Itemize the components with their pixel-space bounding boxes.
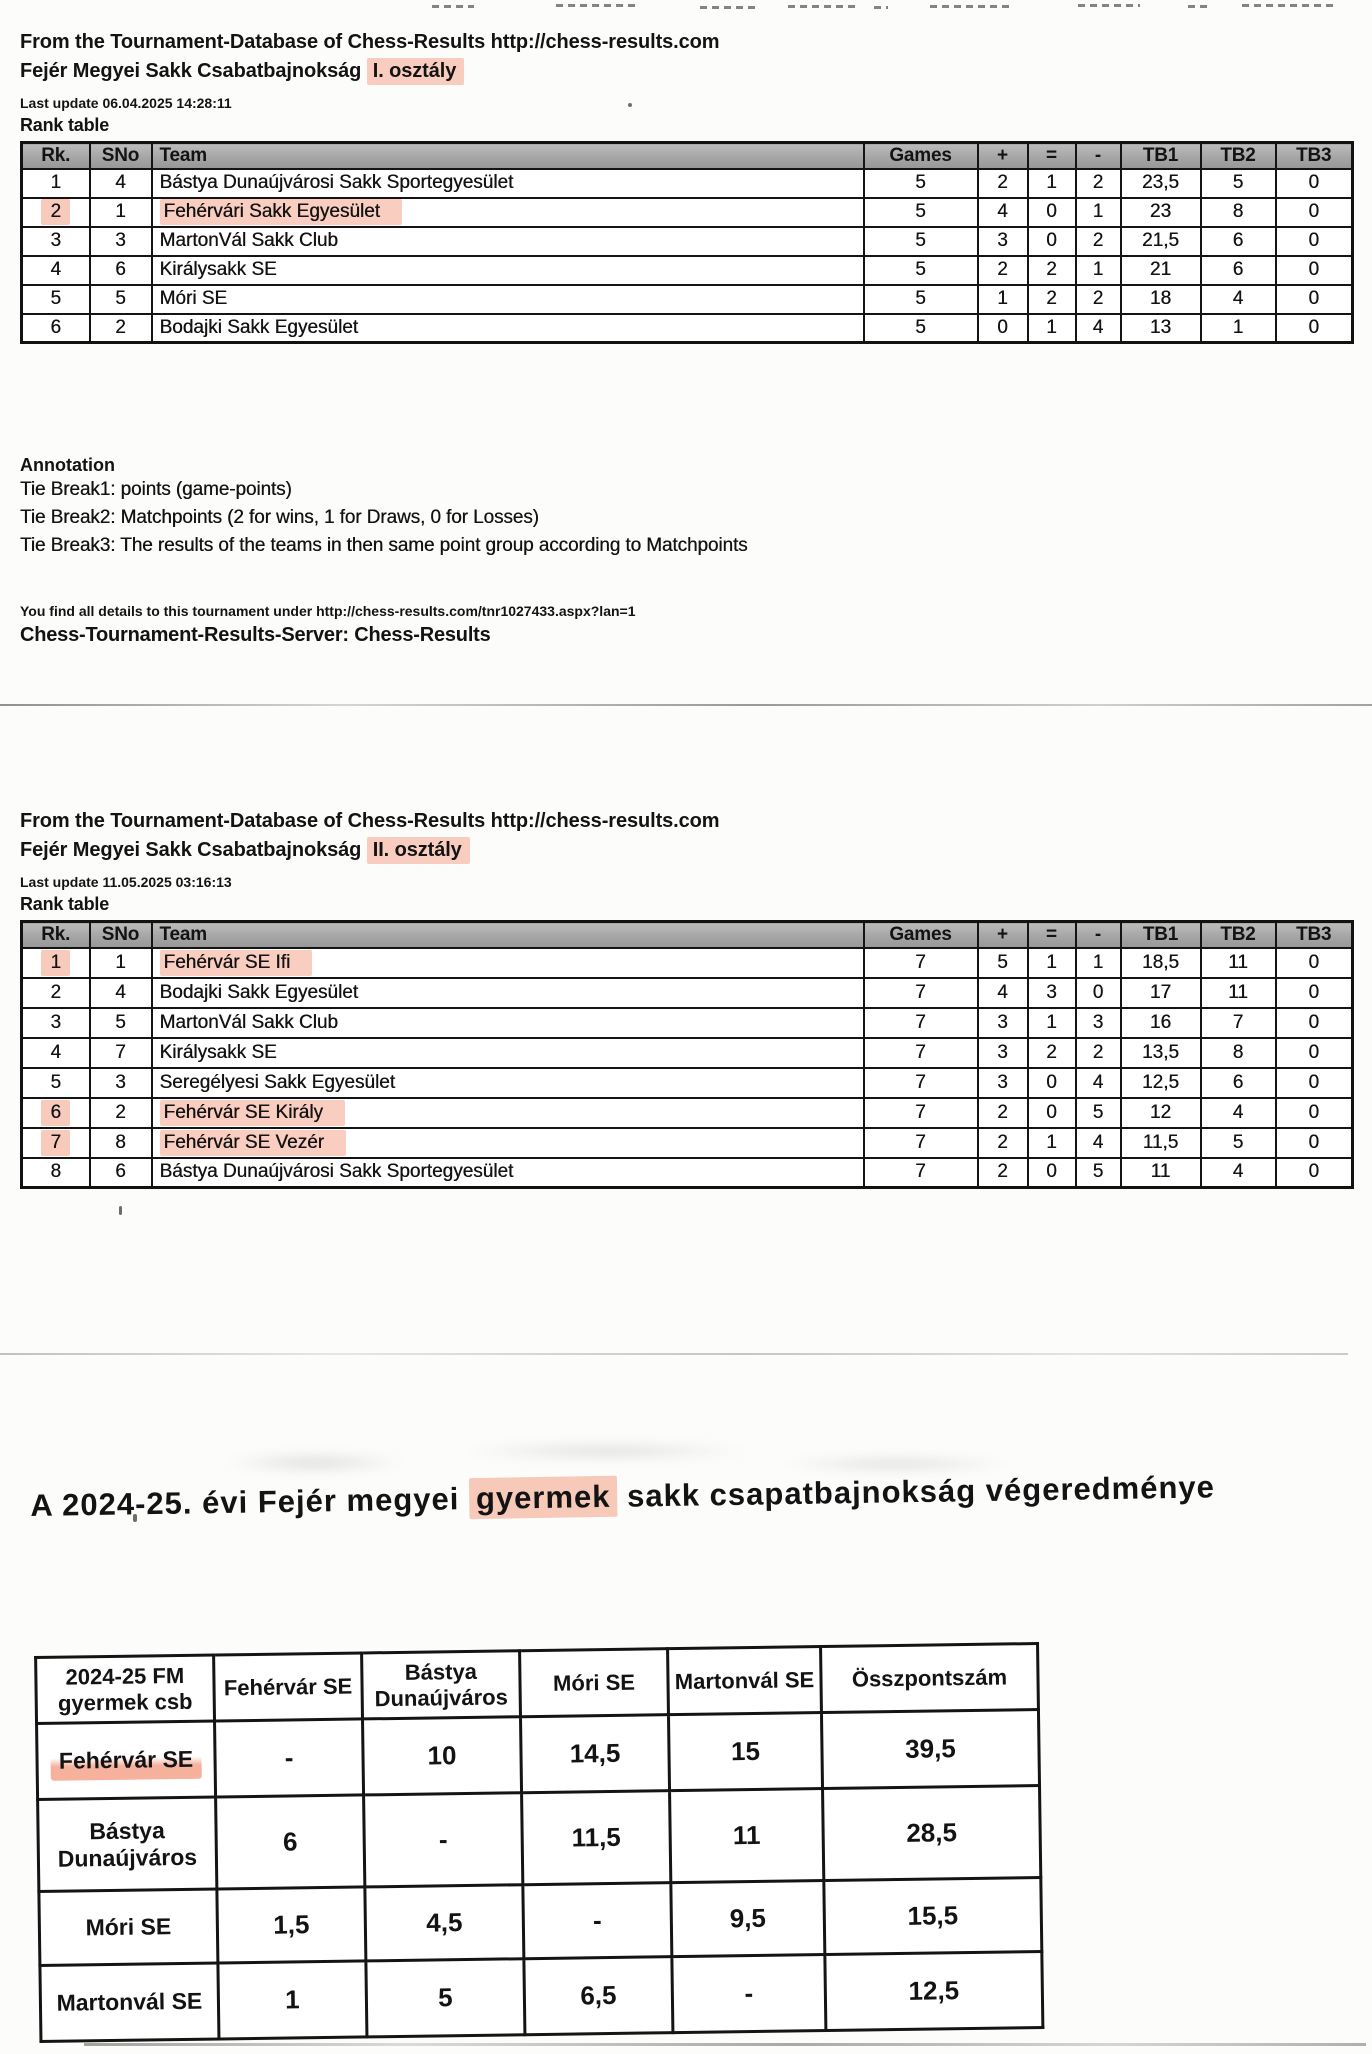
cell-draws: 2 xyxy=(1028,285,1076,314)
cell-wins: 2 xyxy=(978,1158,1028,1188)
rank-table-label: Rank table xyxy=(20,894,110,914)
col-header-team: Móri SE xyxy=(520,1649,669,1717)
cell-score: 11,5 xyxy=(522,1791,671,1885)
last-update: Last update 11.05.2025 03:16:13 xyxy=(20,874,232,890)
highlight-mark: Fehérvár SE Ifi xyxy=(160,950,313,976)
corner-header: 2024-25 FM gyermek csb xyxy=(36,1655,215,1723)
table-row xyxy=(22,978,1353,1008)
cell-losses: 1 xyxy=(1076,198,1121,227)
cell-draws: 1 xyxy=(1028,314,1076,343)
cell-rank: 1 xyxy=(22,169,90,198)
table-row xyxy=(40,1951,1043,2041)
cell-rank: 6 xyxy=(22,314,90,343)
cell-games: 7 xyxy=(864,1038,978,1068)
cell-losses: 2 xyxy=(1076,1038,1121,1068)
cell-draws: 2 xyxy=(1028,256,1076,285)
cell-tb2: 6 xyxy=(1201,1068,1276,1098)
cell-team: Bodajki Sakk Egyesület xyxy=(152,978,864,1008)
cell-losses: 3 xyxy=(1076,1008,1121,1038)
cell-sno: 6 xyxy=(90,1158,152,1188)
cell-rank xyxy=(22,948,90,978)
cell-wins: 3 xyxy=(978,1068,1028,1098)
row-header-team: Móri SE xyxy=(39,1889,218,1965)
cell-sno: 4 xyxy=(90,169,152,198)
cell-tb1: 21 xyxy=(1121,256,1201,285)
cell-games: 7 xyxy=(864,948,978,978)
cell-wins: 2 xyxy=(978,1098,1028,1128)
cross-table-wrap xyxy=(34,1642,1039,2029)
cell-losses: 0 xyxy=(1076,978,1121,1008)
cell-team: Bodajki Sakk Egyesület xyxy=(152,314,864,343)
cell-sno: 5 xyxy=(90,1008,152,1038)
col-header-tb1: TB1 xyxy=(1121,922,1201,948)
col-header-wins: + xyxy=(978,143,1028,169)
col-header-tb1: TB1 xyxy=(1121,143,1201,169)
source-line: From the Tournament-Database of Chess-Results http://chess-results.com xyxy=(20,31,720,53)
cell-games: 7 xyxy=(864,1068,978,1098)
cell-score: 10 xyxy=(363,1717,522,1795)
cell-tb1: 18 xyxy=(1121,285,1201,314)
cell-score: - xyxy=(215,1719,364,1797)
cell-games: 5 xyxy=(864,169,978,198)
table-row xyxy=(22,1068,1353,1098)
cell-tb2: 5 xyxy=(1201,1128,1276,1158)
cell-sno: 6 xyxy=(90,256,152,285)
cell-games: 5 xyxy=(864,227,978,256)
col-header-team: Martonvál SE xyxy=(668,1647,822,1715)
scan-dash xyxy=(700,6,758,9)
table-row xyxy=(22,169,1353,198)
table-row xyxy=(22,948,1353,978)
cell-draws: 0 xyxy=(1028,1158,1076,1188)
cell-sno: 4 xyxy=(90,978,152,1008)
cell-wins: 3 xyxy=(978,1008,1028,1038)
cell-team xyxy=(152,1098,864,1128)
rank-table-2 xyxy=(20,920,1354,1189)
cell-score: - xyxy=(672,1955,826,2033)
table-row xyxy=(39,1877,1042,1965)
cell-losses: 2 xyxy=(1076,227,1121,256)
cell-team: Bástya Dunaújvárosi Sakk Sportegyesület xyxy=(152,1158,864,1188)
cell-draws: 0 xyxy=(1028,227,1076,256)
tiebreak1-note: Tie Break1: points (game-points) xyxy=(20,479,292,500)
col-header-sno: SNo xyxy=(90,922,152,948)
details-link-line: You find all details to this tournament under http://chess-results.com/tnr1027433.aspx?lan=1 xyxy=(20,603,636,619)
cell-wins: 2 xyxy=(978,169,1028,198)
col-header-team: Fehérvár SE xyxy=(214,1653,363,1721)
cross-table xyxy=(34,1642,1044,2043)
row-header-team xyxy=(37,1721,216,1799)
table-row xyxy=(22,1128,1353,1158)
cell-losses: 4 xyxy=(1076,314,1121,343)
highlight-mark: 7 xyxy=(41,1130,70,1156)
cell-tb2: 11 xyxy=(1201,948,1276,978)
cell-draws: 1 xyxy=(1028,1008,1076,1038)
col-header-draws: = xyxy=(1028,922,1076,948)
cell-losses: 1 xyxy=(1076,256,1121,285)
cell-wins: 2 xyxy=(978,1128,1028,1158)
col-header-total: Összpontszám xyxy=(821,1644,1039,1713)
scan-dash xyxy=(432,5,474,8)
title-text: A 2024-25. évi Fejér megyei xyxy=(30,1481,460,1523)
cell-rank: 5 xyxy=(22,285,90,314)
row-header-team: Bástya Dunaújváros xyxy=(38,1797,217,1891)
cell-draws: 0 xyxy=(1028,198,1076,227)
col-header-wins: + xyxy=(978,922,1028,948)
scan-dash xyxy=(556,4,640,7)
highlighted-class: I. osztály xyxy=(367,58,464,85)
cell-wins: 5 xyxy=(978,948,1028,978)
cell-tb1: 23 xyxy=(1121,198,1201,227)
col-header-tb2: TB2 xyxy=(1201,143,1276,169)
table-row xyxy=(22,1008,1353,1038)
cell-rank: 5 xyxy=(22,1068,90,1098)
cell-losses: 1 xyxy=(1076,948,1121,978)
cell-sno: 8 xyxy=(90,1128,152,1158)
cell-tb1: 11 xyxy=(1121,1158,1201,1188)
cell-wins: 4 xyxy=(978,978,1028,1008)
scan-dash xyxy=(1242,4,1334,7)
cell-team xyxy=(152,948,864,978)
cell-games: 7 xyxy=(864,1098,978,1128)
cell-rank xyxy=(22,1128,90,1158)
server-line: Chess-Tournament-Results-Server: Chess-Results xyxy=(20,624,491,646)
section-title-text: Fejér Megyei Sakk Csabatbajnokság xyxy=(20,60,362,82)
cell-losses: 4 xyxy=(1076,1128,1121,1158)
col-header-tb3: TB3 xyxy=(1276,143,1353,169)
table-row xyxy=(38,1786,1041,1892)
cell-tb2: 4 xyxy=(1201,285,1276,314)
cell-rank: 3 xyxy=(22,1008,90,1038)
cell-score: 1,5 xyxy=(217,1887,366,1963)
cell-team xyxy=(152,1128,864,1158)
cell-total: 12,5 xyxy=(825,1951,1043,2030)
cell-draws: 1 xyxy=(1028,1128,1076,1158)
cell-team: Királysakk SE xyxy=(152,1038,864,1068)
highlight-mark: 1 xyxy=(41,950,70,976)
col-header-losses: - xyxy=(1076,922,1121,948)
cell-sno: 5 xyxy=(90,285,152,314)
cell-score: - xyxy=(523,1883,672,1959)
scan-divider-line xyxy=(0,704,1372,706)
cell-tb2: 1 xyxy=(1201,314,1276,343)
rank-table-1 xyxy=(20,141,1354,344)
cell-tb2: 6 xyxy=(1201,256,1276,285)
section-title-text: Fejér Megyei Sakk Csabatbajnokság xyxy=(20,839,362,861)
col-header-rk: Rk. xyxy=(22,922,90,948)
col-header-games: Games xyxy=(864,922,978,948)
annotation-heading: Annotation xyxy=(20,455,115,475)
section-division-1 xyxy=(20,31,1354,344)
table-row xyxy=(22,314,1353,343)
cell-wins: 2 xyxy=(978,256,1028,285)
cell-losses: 5 xyxy=(1076,1098,1121,1128)
cell-tb2: 5 xyxy=(1201,169,1276,198)
cell-score: 9,5 xyxy=(671,1881,825,1957)
cell-sno: 7 xyxy=(90,1038,152,1068)
cell-tb2: 11 xyxy=(1201,978,1276,1008)
cell-draws: 1 xyxy=(1028,948,1076,978)
cell-tb1: 12,5 xyxy=(1121,1068,1201,1098)
cell-tb1: 18,5 xyxy=(1121,948,1201,978)
cell-score: 14,5 xyxy=(520,1715,669,1793)
table-row xyxy=(22,256,1353,285)
highlight-mark: Fehérvár SE Király xyxy=(160,1100,345,1126)
cell-rank: 4 xyxy=(22,256,90,285)
cell-tb3: 0 xyxy=(1276,256,1353,285)
scan-speck xyxy=(119,1206,122,1215)
cell-rank: 2 xyxy=(22,978,90,1008)
cell-tb2: 8 xyxy=(1201,198,1276,227)
cell-team: Királysakk SE xyxy=(152,256,864,285)
cell-tb3: 0 xyxy=(1276,1008,1353,1038)
cell-tb3: 0 xyxy=(1276,1038,1353,1068)
rank-table-label: Rank table xyxy=(20,115,110,135)
scan-dash xyxy=(788,5,858,8)
cell-tb1: 21,5 xyxy=(1121,227,1201,256)
col-header-losses: - xyxy=(1076,143,1121,169)
cell-sno: 1 xyxy=(90,198,152,227)
cell-team: Bástya Dunaújvárosi Sakk Sportegyesület xyxy=(152,169,864,198)
scan-divider-line xyxy=(84,2043,1366,2046)
cell-team xyxy=(152,198,864,227)
cell-games: 5 xyxy=(864,285,978,314)
table-row xyxy=(22,285,1353,314)
col-header-draws: = xyxy=(1028,143,1076,169)
cell-losses: 5 xyxy=(1076,1158,1121,1188)
cell-tb1: 12 xyxy=(1121,1098,1201,1128)
last-update: Last update 06.04.2025 14:28:11 xyxy=(20,95,232,111)
cell-rank: 8 xyxy=(22,1158,90,1188)
cell-games: 7 xyxy=(864,1158,978,1188)
col-header-sno: SNo xyxy=(90,143,152,169)
cell-tb3: 0 xyxy=(1276,1068,1353,1098)
table-header-row xyxy=(22,143,1353,169)
cell-tb3: 0 xyxy=(1276,948,1353,978)
cell-rank xyxy=(22,1098,90,1128)
col-header-team: Team xyxy=(152,922,864,948)
cell-losses: 2 xyxy=(1076,285,1121,314)
cell-tb3: 0 xyxy=(1276,1158,1353,1188)
table-row xyxy=(22,227,1353,256)
scan-dash xyxy=(1078,4,1140,7)
section-division-2 xyxy=(20,810,1354,1189)
cell-tb1: 17 xyxy=(1121,978,1201,1008)
cell-tb3: 0 xyxy=(1276,285,1353,314)
cell-wins: 0 xyxy=(978,314,1028,343)
cell-score: 6 xyxy=(216,1795,365,1889)
col-header-tb3: TB3 xyxy=(1276,922,1353,948)
table-header-row xyxy=(22,922,1353,948)
tiebreak2-note: Tie Break2: Matchpoints (2 for wins, 1 for Draws, 0 for Losses) xyxy=(20,507,539,528)
cell-tb1: 13 xyxy=(1121,314,1201,343)
cell-games: 5 xyxy=(864,314,978,343)
cell-games: 5 xyxy=(864,198,978,227)
scan-dash xyxy=(930,5,1012,8)
table-row xyxy=(37,1710,1040,1800)
cell-score: 1 xyxy=(218,1961,367,2039)
cell-tb1: 13,5 xyxy=(1121,1038,1201,1068)
cell-score: - xyxy=(364,1793,523,1887)
cell-draws: 2 xyxy=(1028,1038,1076,1068)
col-header-rk: Rk. xyxy=(22,143,90,169)
section-title xyxy=(20,839,1354,862)
cell-score: 15 xyxy=(668,1713,822,1791)
highlight-mark: Fehérvár SE Vezér xyxy=(160,1130,347,1156)
cell-wins: 1 xyxy=(978,285,1028,314)
cell-draws: 3 xyxy=(1028,978,1076,1008)
highlight-mark: 2 xyxy=(41,199,70,225)
col-header-team: Team xyxy=(152,143,864,169)
cell-tb2: 7 xyxy=(1201,1008,1276,1038)
cell-draws: 0 xyxy=(1028,1098,1076,1128)
highlight-mark: gyermek xyxy=(469,1476,618,1519)
title-text: sakk csapatbajnokság végeredménye xyxy=(626,1469,1216,1514)
cell-sno: 3 xyxy=(90,1068,152,1098)
table-row xyxy=(22,1038,1353,1068)
tournament-footer xyxy=(20,603,1220,647)
scan-dash xyxy=(874,6,888,9)
cell-losses: 4 xyxy=(1076,1068,1121,1098)
cell-games: 7 xyxy=(864,1128,978,1158)
cell-wins: 3 xyxy=(978,1038,1028,1068)
cell-sno: 2 xyxy=(90,314,152,343)
cell-tb3: 0 xyxy=(1276,169,1353,198)
row-header-team: Martonvál SE xyxy=(40,1963,219,2041)
cell-tb1: 11,5 xyxy=(1121,1128,1201,1158)
cell-games: 5 xyxy=(864,256,978,285)
cell-losses: 2 xyxy=(1076,169,1121,198)
cell-tb3: 0 xyxy=(1276,1098,1353,1128)
cell-draws: 0 xyxy=(1028,1068,1076,1098)
cell-rank xyxy=(22,198,90,227)
cell-rank: 3 xyxy=(22,227,90,256)
cell-tb2: 8 xyxy=(1201,1038,1276,1068)
col-header-team: Bástya Dunaújváros xyxy=(362,1651,521,1719)
table-row xyxy=(22,198,1353,227)
cell-sno: 2 xyxy=(90,1098,152,1128)
cell-tb3: 0 xyxy=(1276,198,1353,227)
cell-total: 15,5 xyxy=(824,1877,1042,1954)
table-row xyxy=(22,1098,1353,1128)
col-header-games: Games xyxy=(864,143,978,169)
cell-score: 5 xyxy=(366,1959,525,2037)
col-header-tb2: TB2 xyxy=(1201,922,1276,948)
highlight-mark: Fehérvár SE xyxy=(51,1746,202,1781)
cell-team: MartonVál Sakk Club xyxy=(152,227,864,256)
highlight-mark: 6 xyxy=(41,1100,70,1126)
cell-score: 4,5 xyxy=(365,1885,524,1961)
cell-total: 28,5 xyxy=(823,1786,1041,1881)
cell-total: 39,5 xyxy=(821,1710,1039,1789)
cell-team: Seregélyesi Sakk Egyesület xyxy=(152,1068,864,1098)
cell-tb3: 0 xyxy=(1276,978,1353,1008)
cell-rank: 4 xyxy=(22,1038,90,1068)
cell-wins: 4 xyxy=(978,198,1028,227)
cell-sno: 1 xyxy=(90,948,152,978)
cell-tb1: 23,5 xyxy=(1121,169,1201,198)
cell-score: 11 xyxy=(670,1789,824,1883)
cell-team: Móri SE xyxy=(152,285,864,314)
scan-dash xyxy=(1188,5,1212,8)
tiebreak3-note: Tie Break3: The results of the teams in then same point group according to Matchpoints xyxy=(20,535,748,556)
cell-tb2: 4 xyxy=(1201,1098,1276,1128)
cell-games: 7 xyxy=(864,978,978,1008)
cell-tb3: 0 xyxy=(1276,314,1353,343)
cell-sno: 3 xyxy=(90,227,152,256)
cell-draws: 1 xyxy=(1028,169,1076,198)
cell-tb1: 16 xyxy=(1121,1008,1201,1038)
cell-team: MartonVál Sakk Club xyxy=(152,1008,864,1038)
cell-tb2: 6 xyxy=(1201,227,1276,256)
table-row xyxy=(22,1158,1353,1188)
cell-tb3: 0 xyxy=(1276,1128,1353,1158)
cell-games: 7 xyxy=(864,1008,978,1038)
source-line: From the Tournament-Database of Chess-Results http://chess-results.com xyxy=(20,810,720,832)
highlighted-class: II. osztály xyxy=(367,837,470,864)
cell-tb2: 4 xyxy=(1201,1158,1276,1188)
annotation-block xyxy=(20,455,1220,560)
cell-tb3: 0 xyxy=(1276,227,1353,256)
section-title xyxy=(20,60,1354,83)
cell-wins: 3 xyxy=(978,227,1028,256)
scan-divider-line xyxy=(0,1353,1348,1355)
highlight-mark: Fehérvári Sakk Egyesület xyxy=(160,199,403,225)
cell-score: 6,5 xyxy=(524,1957,673,2035)
